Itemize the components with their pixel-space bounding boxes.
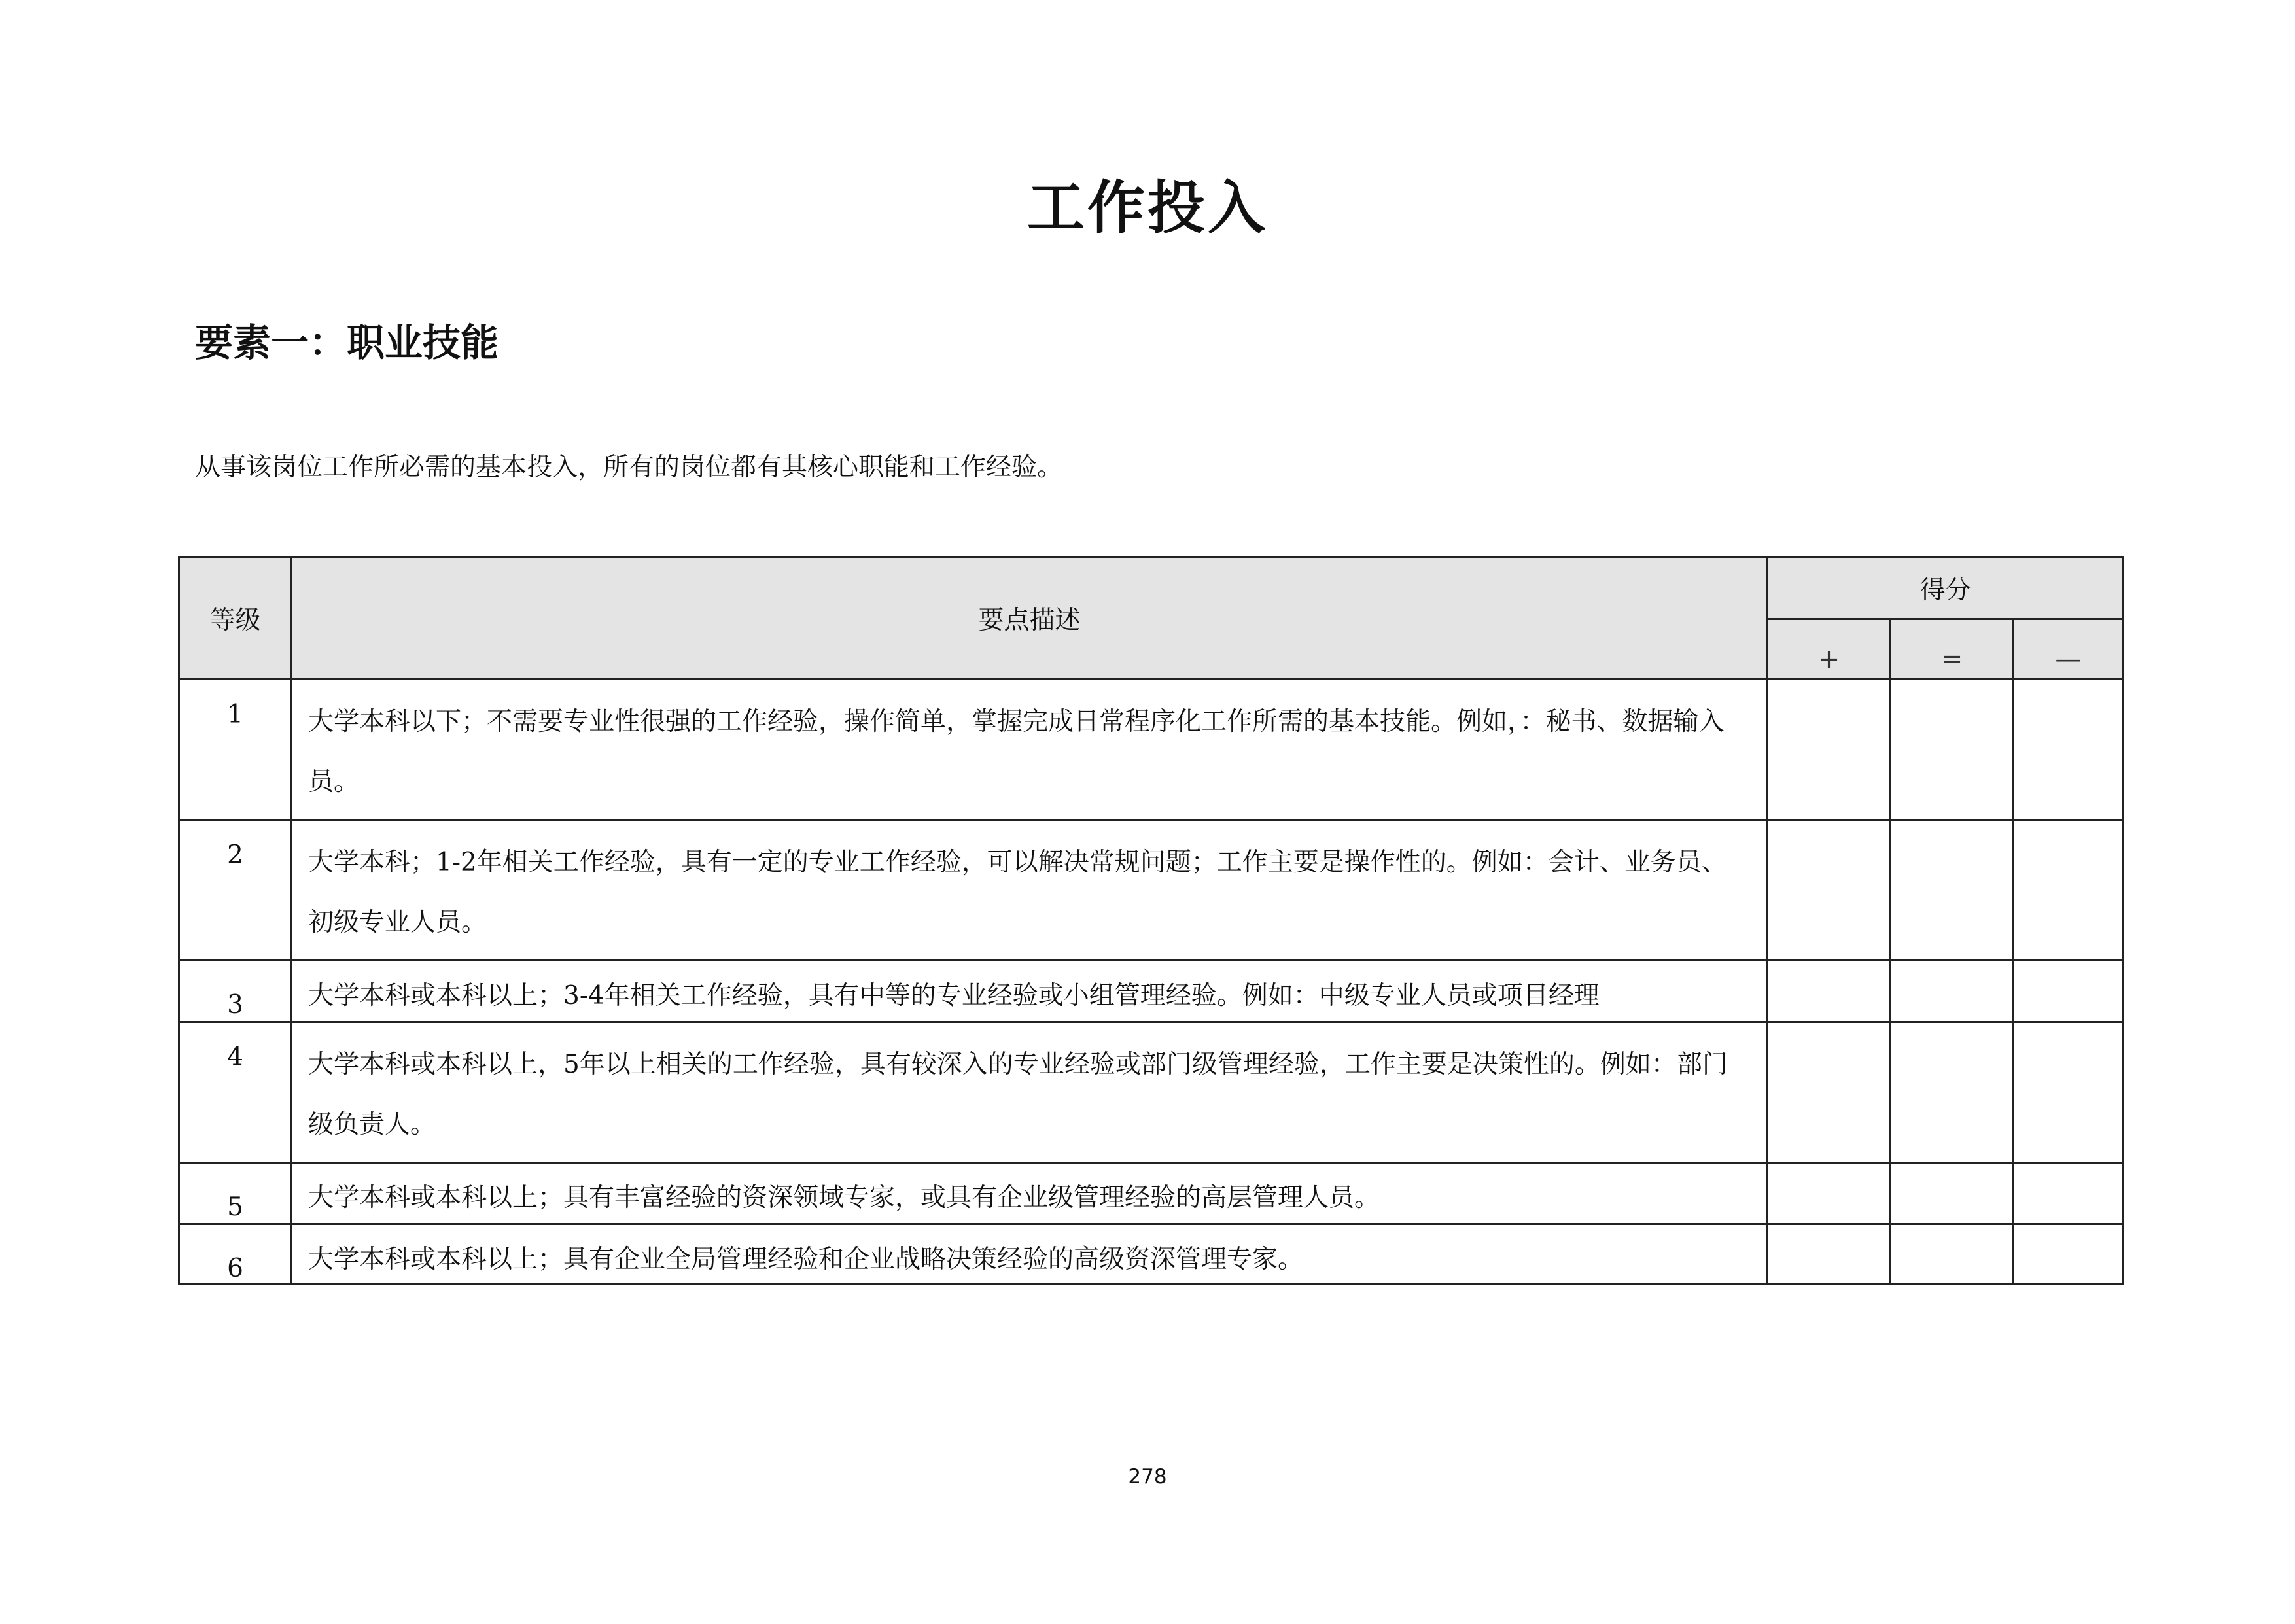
score-equal-cell[interactable]	[1891, 680, 2014, 820]
level-cell: 1	[179, 680, 292, 820]
header-score: 得分	[1768, 557, 2124, 619]
score-equal-cell[interactable]	[1891, 1022, 2014, 1163]
score-equal-cell[interactable]	[1891, 1224, 2014, 1285]
description-cell: 大学本科或本科以上；具有企业全局管理经验和企业战略决策经验的高级资深管理专家。	[292, 1224, 1768, 1285]
score-minus-cell[interactable]	[2014, 1022, 2124, 1163]
description-cell: 大学本科或本科以上；具有丰富经验的资深领域专家，或具有企业级管理经验的高层管理人员。	[292, 1163, 1768, 1224]
table-row	[179, 961, 2124, 1022]
table-row	[179, 680, 2124, 820]
score-minus-cell[interactable]	[2014, 680, 2124, 820]
score-minus-cell[interactable]	[2014, 820, 2124, 961]
level-cell: 4	[179, 1022, 292, 1163]
table-row	[179, 1022, 2124, 1163]
header-minus: —	[2014, 619, 2124, 680]
score-equal-cell[interactable]	[1891, 961, 2014, 1022]
score-plus-cell[interactable]	[1768, 820, 1891, 961]
score-minus-cell[interactable]	[2014, 1163, 2124, 1224]
level-cell: 3	[179, 961, 292, 1022]
job-skill-table	[178, 556, 2124, 1285]
level-cell: 2	[179, 820, 292, 961]
table-row	[179, 1163, 2124, 1224]
description-cell: 大学本科；1-2年相关工作经验，具有一定的专业工作经验，可以解决常规问题；工作主要是操作性的。例如：会计、业务员、初级专业人员。	[292, 820, 1768, 961]
table-row	[179, 1224, 2124, 1285]
header-plus: +	[1768, 619, 1891, 680]
header-level: 等级	[179, 557, 292, 680]
description-cell: 大学本科以下；不需要专业性很强的工作经验，操作简单，掌握完成日常程序化工作所需的基本技能。例如，：秘书、数据输入员。	[292, 680, 1768, 820]
table-row	[179, 820, 2124, 961]
score-plus-cell[interactable]	[1768, 680, 1891, 820]
section-title: 要素一：职业技能	[195, 320, 499, 365]
score-equal-cell[interactable]	[1891, 820, 2014, 961]
score-plus-cell[interactable]	[1768, 1022, 1891, 1163]
page-number: 278	[1128, 1465, 1167, 1489]
header-description: 要点描述	[292, 557, 1768, 680]
level-cell: 5	[179, 1163, 292, 1224]
intro-paragraph: 从事该岗位工作所必需的基本投入，所有的岗位都有其核心职能和工作经验。	[195, 453, 1063, 482]
score-plus-cell[interactable]	[1768, 961, 1891, 1022]
score-plus-cell[interactable]	[1768, 1224, 1891, 1285]
score-minus-cell[interactable]	[2014, 1224, 2124, 1285]
score-equal-cell[interactable]	[1891, 1163, 2014, 1224]
page-title: 工作投入	[1026, 174, 1268, 241]
level-cell: 6	[179, 1224, 292, 1285]
score-plus-cell[interactable]	[1768, 1163, 1891, 1224]
description-cell: 大学本科或本科以上；3-4年相关工作经验，具有中等的专业经验或小组管理经验。例如：中级专业人员或项目经理	[292, 961, 1768, 1022]
description-cell: 大学本科或本科以上，5年以上相关的工作经验，具有较深入的专业经验或部门级管理经验，工作主要是决策性的。例如：部门级负责人。	[292, 1022, 1768, 1163]
header-equal: =	[1891, 619, 2014, 680]
score-minus-cell[interactable]	[2014, 961, 2124, 1022]
